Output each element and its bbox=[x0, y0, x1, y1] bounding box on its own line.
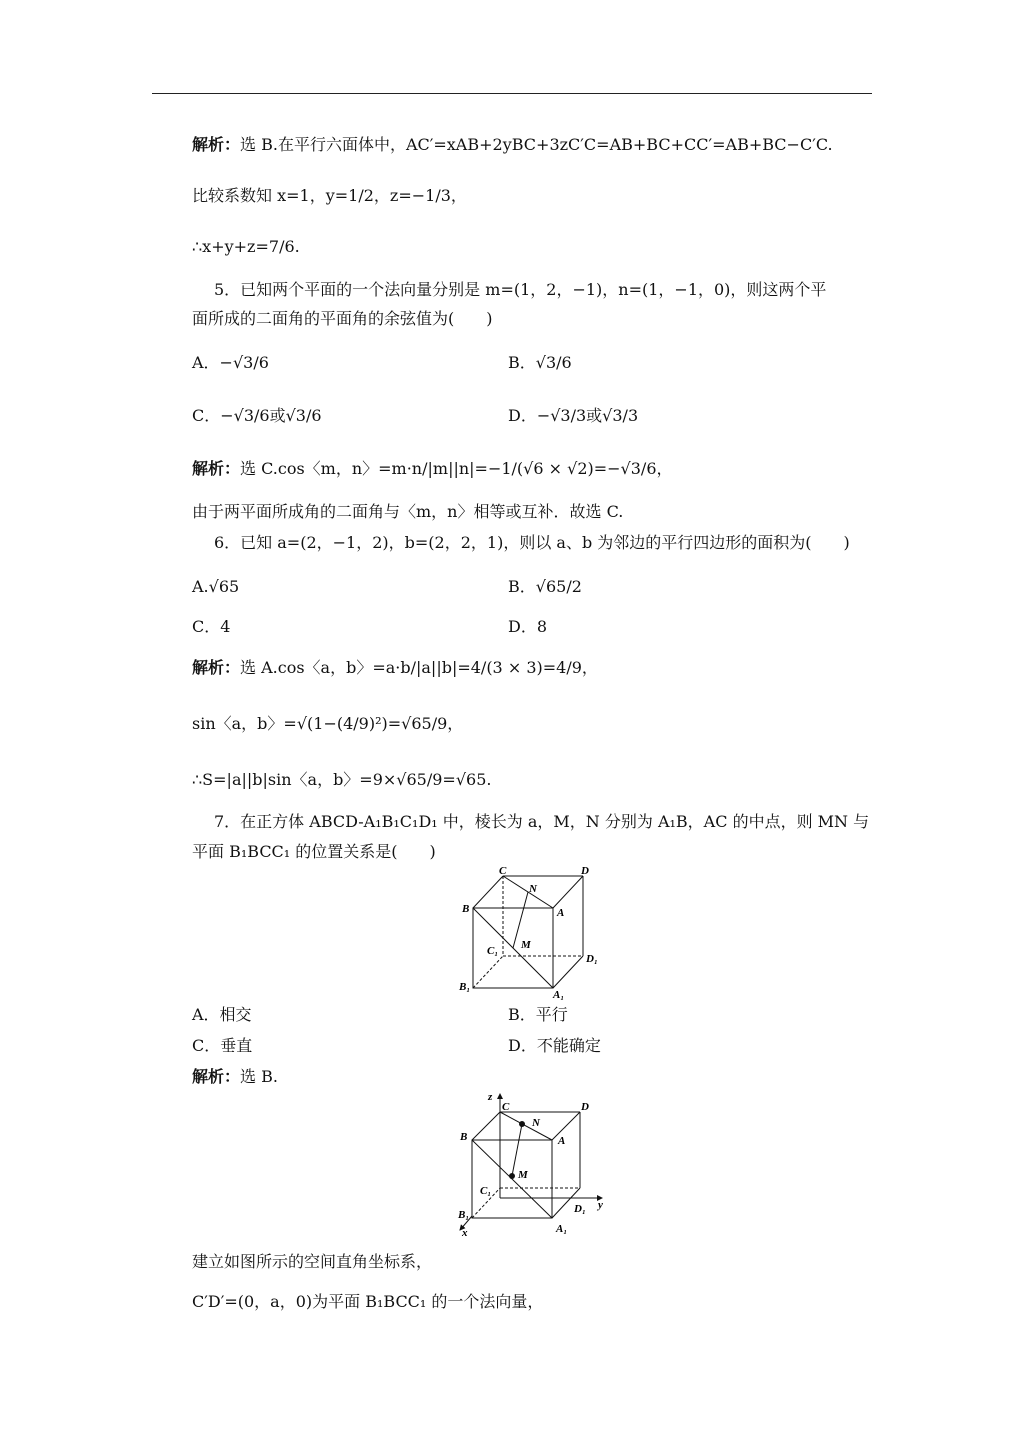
cube-figure bbox=[455, 864, 605, 1000]
label-b1: B₁ bbox=[459, 981, 471, 993]
q6-stem: 6．已知 a=(2，−1，2)，b=(2，2，1)，则以 a、b 为邻边的平行四边形的面积为( ) bbox=[214, 533, 850, 552]
label-c1: C₁ bbox=[480, 1185, 492, 1197]
label-b: B bbox=[462, 903, 470, 915]
q6-option-b: B．√65/2 bbox=[508, 577, 582, 596]
q5-stem-line2: 面所成的二面角的平面角的余弦值为( ) bbox=[192, 309, 493, 328]
label-c: C bbox=[502, 1101, 510, 1113]
q7-solution-line2: 建立如图所示的空间直角坐标系， bbox=[192, 1252, 433, 1271]
label-n: N bbox=[529, 883, 537, 895]
header-rule bbox=[152, 93, 872, 94]
q7-stem-line2: 平面 B₁BCC₁ 的位置关系是( ) bbox=[192, 842, 436, 861]
q7-option-a: A．相交 bbox=[192, 1005, 252, 1024]
sol4-label: 解析： bbox=[192, 135, 241, 154]
q5-option-c: C．−√3/6或√3/6 bbox=[192, 406, 322, 425]
edge-a-d bbox=[553, 876, 583, 908]
sol4-text1: 选 B.在平行六面体中，AC′=xAB+2yBC+3zC′C=AB+BC+CC′=AB+BC−C′C. bbox=[240, 135, 833, 154]
q5-option-d: D．−√3/3或√3/3 bbox=[508, 406, 639, 425]
q7-solution-line1 bbox=[192, 1066, 278, 1088]
label-c1: C₁ bbox=[487, 945, 499, 957]
q6-sol-label: 解析： bbox=[192, 658, 241, 677]
q7-solution-line3: C′D′=(0，a，0)为平面 B₁BCC₁ 的一个法向量， bbox=[192, 1292, 544, 1311]
label-a: A bbox=[557, 907, 565, 919]
point-m bbox=[509, 1173, 515, 1179]
label-n: N bbox=[532, 1117, 540, 1129]
label-d: D bbox=[581, 1101, 589, 1113]
label-b: B bbox=[460, 1131, 468, 1143]
label-d1: D₁ bbox=[586, 953, 598, 965]
q5-sol-text1: 选 C.cos〈m，n〉=m·n/|m||n|=−1/(√6 × √2)=−√3/6， bbox=[240, 459, 673, 478]
q5-solution-line1 bbox=[192, 458, 673, 480]
edge-a-d bbox=[552, 1112, 580, 1140]
q7-sol-label: 解析： bbox=[192, 1067, 241, 1086]
label-m: M bbox=[518, 1169, 528, 1181]
q7-option-d: D．不能确定 bbox=[508, 1036, 601, 1055]
edge-b1-c1 bbox=[473, 956, 503, 988]
q7-option-b: B．平行 bbox=[508, 1005, 568, 1024]
label-y: y bbox=[598, 1199, 603, 1211]
q5-option-a: A．−√3/6 bbox=[192, 353, 269, 372]
sol4-line1 bbox=[192, 134, 833, 156]
edge-b-c bbox=[472, 1112, 500, 1140]
q5-stem-line1: 5．已知两个平面的一个法向量分别是 m=(1，2，−1)，n=(1，−1，0)，则这两个平 bbox=[214, 280, 827, 299]
q7-sol-text1: 选 B. bbox=[240, 1067, 278, 1086]
label-a1: A₁ bbox=[556, 1223, 568, 1235]
q5-option-b: B．√3/6 bbox=[508, 353, 572, 372]
label-d1: D₁ bbox=[574, 1203, 586, 1215]
q6-solution-line2: sin〈a，b〉=√(1−(4/9)²)=√65/9， bbox=[192, 714, 464, 733]
label-z: z bbox=[488, 1091, 493, 1103]
label-c: C bbox=[499, 865, 507, 877]
label-a: A bbox=[558, 1135, 566, 1147]
q6-solution-line1 bbox=[192, 657, 598, 679]
label-d: D bbox=[581, 865, 589, 877]
q6-solution-line3: ∴S=|a||b|sin〈a，b〉=9×√65/9=√65. bbox=[192, 770, 492, 789]
q6-option-d: D．8 bbox=[508, 617, 548, 636]
label-m: M bbox=[521, 939, 531, 951]
edge-a1-d1 bbox=[553, 956, 583, 988]
q5-sol-label: 解析： bbox=[192, 459, 241, 478]
q7-option-c: C．垂直 bbox=[192, 1036, 253, 1055]
label-a1: A₁ bbox=[553, 989, 565, 1000]
sol4-line3: ∴x+y+z=7/6. bbox=[192, 237, 300, 256]
diagonal-ac bbox=[500, 1112, 552, 1140]
q6-sol-text1: 选 A.cos〈a，b〉=a·b/|a||b|=4/(3 × 3)=4/9， bbox=[240, 658, 598, 677]
edge-b-c bbox=[473, 876, 503, 908]
q6-option-c: C．4 bbox=[192, 617, 231, 636]
label-x: x bbox=[462, 1227, 468, 1238]
q7-stem-line1: 7．在正方体 ABCD-A₁B₁C₁D₁ 中，棱长为 a，M，N 分别为 A₁B，AC 的中点，则 MN 与 bbox=[214, 812, 870, 831]
q5-solution-line2: 由于两平面所成角的二面角与〈m，n〉相等或互补．故选 C. bbox=[192, 502, 624, 521]
sol4-line2: 比较系数知 x=1，y=1/2，z=−1/3， bbox=[192, 186, 467, 205]
cube-coordinate-figure bbox=[452, 1088, 612, 1238]
label-b1: B₁ bbox=[458, 1209, 470, 1221]
q6-option-a: A.√65 bbox=[192, 577, 240, 596]
point-n bbox=[519, 1121, 525, 1127]
